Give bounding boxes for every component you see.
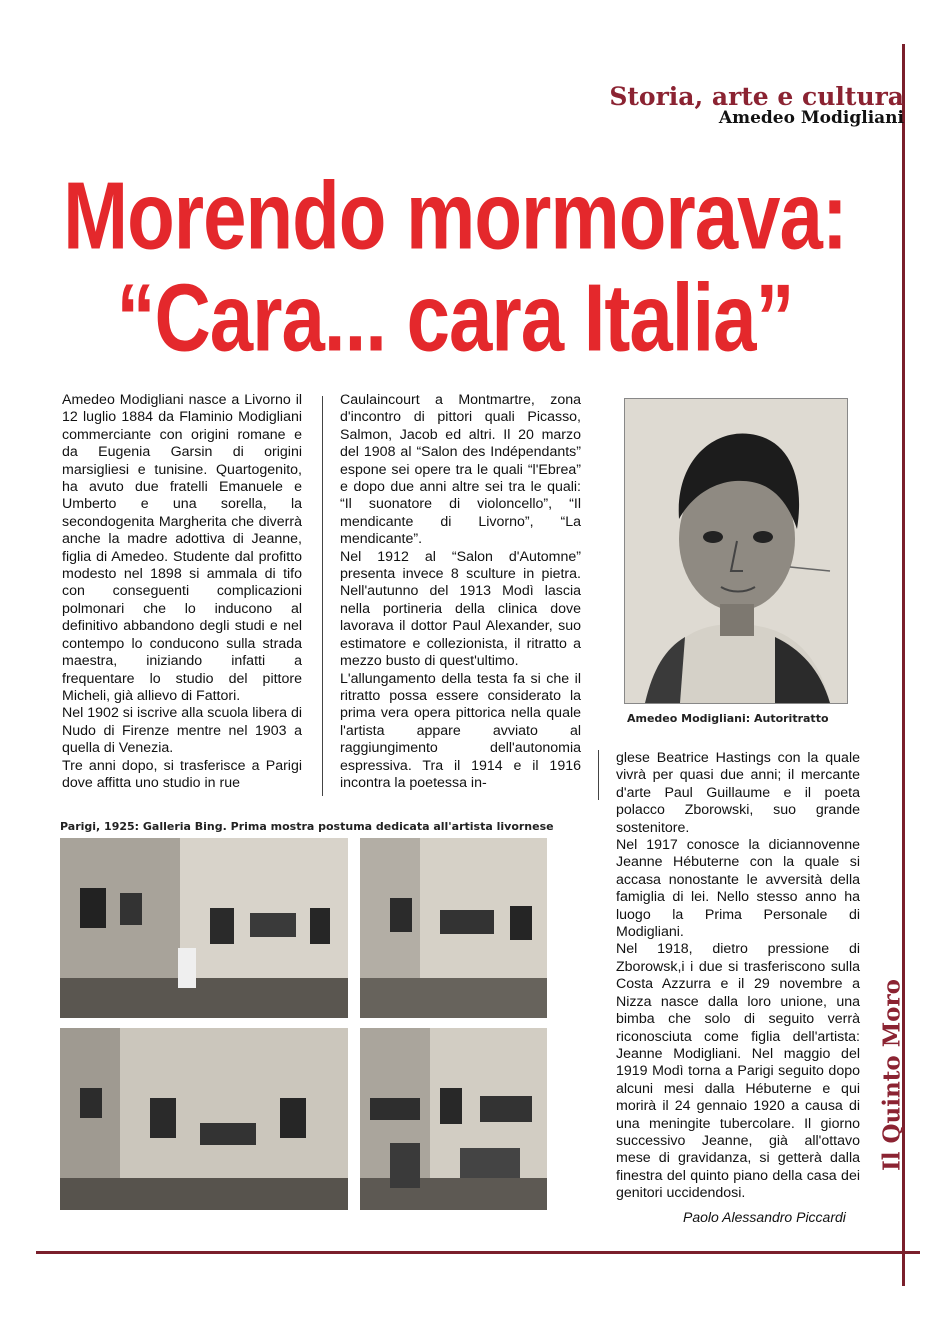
self-portrait-drawing: [625, 399, 847, 703]
article-column-1: [62, 392, 302, 792]
paragraph: Nel 1912 al “Salon d'Automne” presenta invece 8 sculture in pietra. Nell'autunno del 1913 Modì lascia nella portineria della clinica dove lavorava il dottor Paul Alexander, suo estimatore e collezionista, il ritratto a mezzo busto di quest'ultimo.: [340, 548, 581, 670]
paragraph: Tre anni dopo, si trasferisce a Parigi dove affitta uno studio in rue: [62, 757, 302, 791]
gallery-room-image: [60, 1028, 348, 1210]
paragraph: Nel 1902 si iscrive alla scuola libera di Nudo di Firenze mentre nel 1903 a quella di Venezia.: [62, 705, 302, 757]
gallery-photo-2: [360, 838, 547, 1018]
paragraph: Nel 1917 conosce la diciannovenne Jeanne Hébuterne con la quale si accasa nonostante le avversità della famiglia di lei. Nello stesso anno ha luogo la Prima Personale di Modigliani.: [616, 837, 860, 941]
article-column-3: [616, 750, 860, 1203]
gallery-room-image: [360, 1028, 547, 1210]
headline-line-1: Morendo mormorava:: [63, 161, 847, 270]
gallery-photo-3: [60, 1028, 348, 1210]
column-divider: [598, 750, 599, 800]
author-signature: Paolo Alessandro Piccardi: [683, 1209, 846, 1225]
gallery-photo-4: [360, 1028, 547, 1210]
paragraph: Nel 1918, dietro pressione di Zborowsk,i i due si trasferiscono sulla Costa Azzurra e il 29 novembre a Nizza nasce dalla loro unione, una bimba che solo di seguito verrà riconosciuta come figlia dell'artista: Jeanne Modigliani. Nel maggio del 1919 Modì torna a Parigi seguito dopo alcuni mesi dalla Hébuterne e qui morirà il 24 gennaio 1920 a causa di una meningite tubercolare. Il giorno successivo Jeanne, già all'ottavo mese di gravidanza, si getterà dalla finestra del quinto piano della casa dei genitori uccidendosi.: [616, 941, 860, 1202]
paragraph: Amedeo Modigliani nasce a Livorno il 12 luglio 1884 da Flaminio Modigliani commerciante con origini romane e da Eugenia Garsin di origini marsigliesi e tunisine. Quartogenito, ha avuto due fratelli Emanuele e Umberto e una sorella, la secondogenita Margherita che diverrà anche la madre adottiva di Jeanne, figlia di Amedeo. Studente dal profitto modesto nel 1898 si ammala di tifo con conseguenti complicazioni polmonari che lo inducono al definitivo abbandono degli studi e nel contempo lo conducono sulla strada maestra, iniziando infatti a frequentare lo studio del pittore Micheli, già allievo di Fattori.: [62, 392, 302, 704]
bottom-border-rule: [36, 1251, 920, 1254]
paragraph: L'allungamento della testa fa si che il ritratto possa essere considerato la prima vera opera pittorica nella quale l'artista appare avviato al raggiungimento dell'autonomia espressiva. Tra il 1914 e il 1916 incontra la poetessa in-: [340, 670, 581, 791]
gallery-photo-1: [60, 838, 348, 1018]
article-column-2: [340, 392, 581, 792]
gallery-caption: Parigi, 1925: Galleria Bing. Prima mostra postuma dedicata all'artista livornese: [60, 820, 554, 833]
publication-brand: [872, 960, 912, 1190]
column-divider: [322, 396, 323, 796]
section-subtitle: Amedeo Modigliani: [718, 108, 904, 128]
gallery-room-image: [360, 838, 547, 1018]
brand-label: Il Quinto Moro: [878, 979, 906, 1171]
headline-line-2: “Cara... cara Italia”: [116, 263, 794, 372]
paragraph: Caulaincourt a Montmartre, zona d'incontro di pittori quali Picasso, Salmon, Jacob ed altri. Il 20 marzo del 1908 al “Salon des Indépendants” espone sei opere tra le quali “l'Ebrea” e dopo due anni altre sei tra le quali: “Il suonatore di violoncello”, “Il mendicante di Livorno”, “La mendicante”.: [340, 392, 581, 548]
gallery-room-image: [60, 838, 348, 1018]
portrait-image: [624, 398, 848, 704]
portrait-caption: Amedeo Modigliani: Autoritratto: [627, 712, 829, 725]
section-title: Storia, arte e cultura: [609, 82, 904, 111]
paragraph: glese Beatrice Hastings con la quale vivrà per quasi due anni; il mercante d'arte Paul Guillaume e il poeta polacco Zborowski, suo grande sostenitore.: [616, 750, 860, 836]
